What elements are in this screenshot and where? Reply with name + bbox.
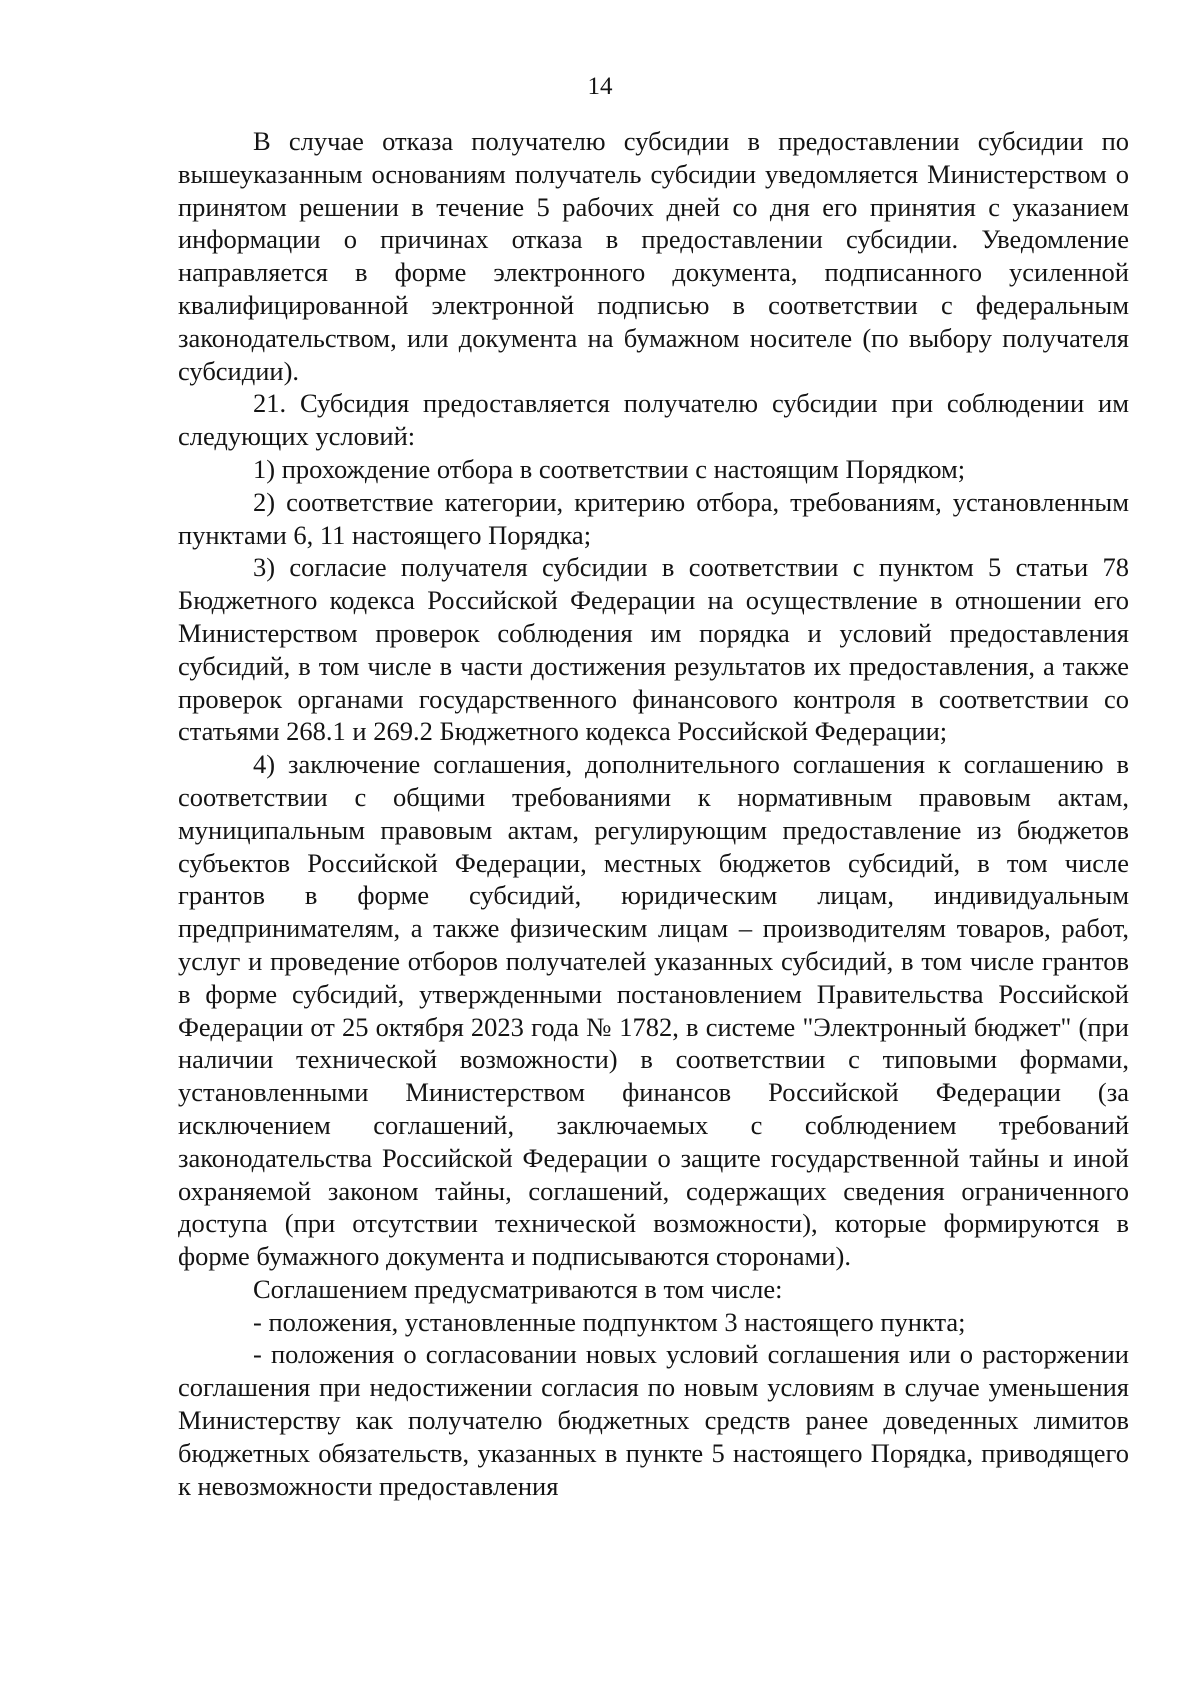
paragraph-refusal-notice: В случае отказа получателю субсидии в предоставлении субсидии по вышеуказанным основаниям получатель субсидии уведомляется Министерством о принятом решении в течение 5 рабочих дней со дня его принятия с указанием информации о причинах отказа в предоставлении субсидии. Уведомление направляется в форме электронного документа, подписанного усиленной квалифицированной электронной подписью в соответствии с федеральным законодательством, или документа на бумажном носителе (по выбору получателя субсидии). xyxy=(178,126,1129,386)
document-body xyxy=(178,125,1129,1502)
paragraph-condition-1: 1) прохождение отбора в соответствии с настоящим Порядком; xyxy=(253,453,966,484)
paragraph-condition-3: 3) согласие получателя субсидии в соответствии с пунктом 5 статьи 78 Бюджетного кодекса Российской Федерации на осуществление в отношении его Министерством проверок соблюдения им порядка и условий предоставления субсидий, в том числе в части достижения результатов их предоставления, а также проверок органами государственного финансового контроля в соответствии со статьями 268.1 и 269.2 Бюджетного кодекса Российской Федерации; xyxy=(178,552,1129,747)
paragraph-agreement-provision-2: - положения о согласовании новых условий соглашения или о расторжении соглашения при недостижении согласия по новым условиям в случае уменьшения Министерству как получателю бюджетных средств ранее доведенных лимитов бюджетных обязательств, указанных в пункте 5 настоящего Порядка, приводящего к невозможности предоставления xyxy=(178,1339,1129,1501)
page-number: 14 xyxy=(587,73,613,100)
paragraph-condition-2: 2) соответствие категории, критерию отбора, требованиям, установленным пунктами 6, 11 настоящего Порядка; xyxy=(178,486,1129,550)
paragraph-item-21: 21. Субсидия предоставляется получателю субсидии при соблюдении им следующих условий: xyxy=(178,388,1129,452)
paragraph-agreement-intro: Соглашением предусматриваются в том числе: xyxy=(253,1273,783,1304)
paragraph-agreement-provision-1: - положения, установленные подпунктом 3 настоящего пункта; xyxy=(253,1306,966,1337)
paragraph-condition-4: 4) заключение соглашения, дополнительного соглашения к соглашению в соответствии с общими требованиями к нормативным правовым актам, муниципальным правовым актам, регулирующим предоставление из бюджетов субъектов Российской Федерации, местных бюджетов субсидий, в том числе грантов в форме субсидий, юридическим лицам, индивидуальным предпринимателям, а также физическим лицам – производителям товаров, работ, услуг и проведение отборов получателей указанных субсидий, в том числе грантов в форме субсидий, утвержденными постановлением Правительства Российской Федерации от 25 октября 2023 года № 1782, в системе "Электронный бюджет" (при наличии технической возможности) в соответствии с типовыми формами, установленными Министерством финансов Российской Федерации (за исключением соглашений, заключаемых с соблюдением требований законодательства Российской Федерации о защите государственной тайны и иной охраняемой законом тайны, соглашений, содержащих сведения ограниченного доступа (при отсутствии технической возможности), которые формируются в форме бумажного документа и подписываются сторонами). xyxy=(178,749,1129,1272)
